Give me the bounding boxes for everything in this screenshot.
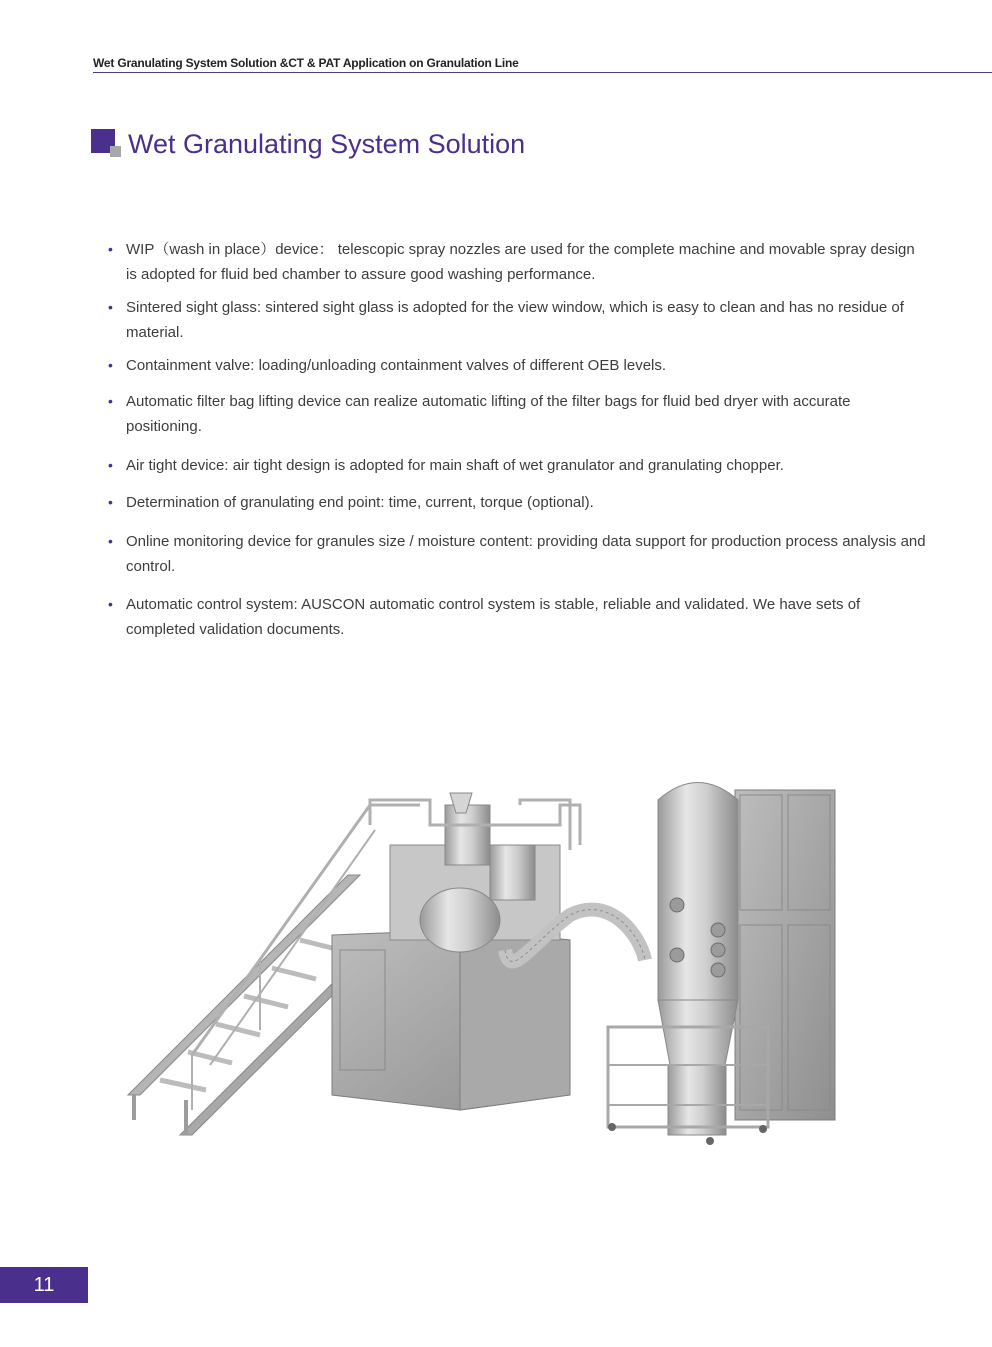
wet-granulator — [332, 793, 580, 1110]
bullet-icon: • — [108, 457, 113, 473]
running-header-title: Wet Granulating System Solution &CT & PAT Application on Granulation Line — [93, 56, 519, 70]
section-marker-icon — [91, 129, 121, 159]
bullet-icon: • — [108, 393, 113, 409]
bullet-icon: • — [108, 533, 113, 549]
bullet-icon: • — [108, 299, 113, 315]
fluid-bed-dryer — [608, 783, 835, 1146]
bullet-icon: • — [108, 596, 113, 612]
feature-text: WIP（wash in place）device： telescopic spray nozzles are used for the complete machine and movable spray design is adopted for fluid bed chamber to assure good washing performance. — [126, 241, 915, 283]
bullet-icon: • — [108, 357, 113, 373]
page-number: 11 — [0, 1267, 88, 1303]
feature-text: Sintered sight glass: sintered sight glass is adopted for the view window, which is easy to clean and has no residue of material. — [126, 299, 904, 341]
bullet-icon: • — [108, 494, 113, 510]
feature-item — [108, 389, 928, 439]
feature-text: Automatic filter bag lifting device can realize automatic lifting of the filter bags for fluid bed dryer with accurate positioning. — [126, 393, 851, 435]
feature-text: Air tight device: air tight design is adopted for main shaft of wet granulator and granulating chopper. — [126, 457, 784, 474]
feature-item — [108, 295, 928, 345]
feature-text: Determination of granulating end point: time, current, torque (optional). — [126, 494, 594, 511]
feature-item — [108, 237, 928, 287]
feature-item — [108, 592, 928, 642]
bullet-icon: • — [108, 241, 113, 257]
feature-text: Online monitoring device for granules size / moisture content: providing data support for production process analysis and control. — [126, 533, 926, 575]
feature-text: Automatic control system: AUSCON automatic control system is stable, reliable and validated. We have sets of completed validation documents. — [126, 596, 861, 638]
section-title: Wet Granulating System Solution — [128, 129, 526, 159]
feature-item — [108, 453, 928, 478]
feature-item — [108, 529, 928, 579]
header-rule — [93, 72, 992, 73]
feature-text: Containment valve: loading/unloading containment valves of different OEB levels. — [126, 357, 667, 374]
feature-item — [108, 490, 928, 515]
feature-list — [108, 237, 928, 650]
granulation-line-illustration — [120, 765, 850, 1160]
feature-item — [108, 353, 928, 378]
section-marker-accent — [110, 146, 121, 157]
